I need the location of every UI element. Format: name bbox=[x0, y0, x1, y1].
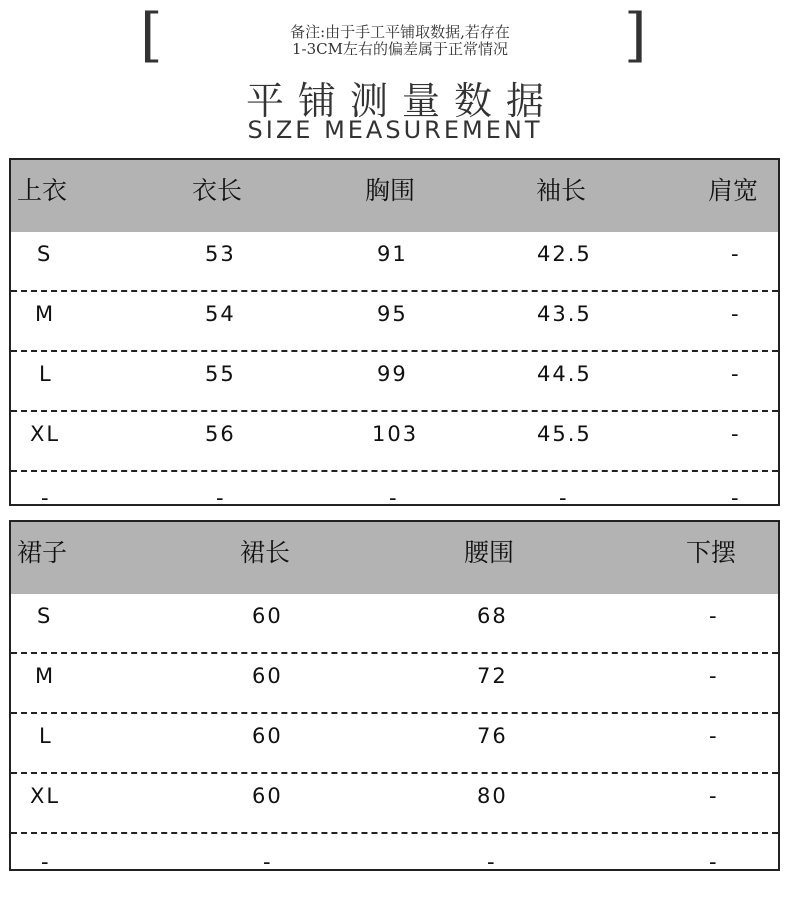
table-row bbox=[11, 594, 778, 654]
table-header bbox=[11, 522, 778, 594]
right-bracket: ] bbox=[624, 1, 647, 69]
top-size-table bbox=[9, 158, 780, 510]
measurement-note bbox=[200, 24, 600, 58]
table-cell: 99 bbox=[377, 362, 408, 386]
table-cell: 60 bbox=[252, 664, 283, 688]
header-cell: 裙子 bbox=[17, 538, 68, 567]
table-row bbox=[11, 834, 778, 894]
table-cell: 54 bbox=[205, 302, 236, 326]
table-cell: - bbox=[389, 486, 399, 510]
table-cell: 80 bbox=[477, 784, 508, 808]
table-cell: - bbox=[731, 242, 741, 266]
table-cell: S bbox=[37, 604, 53, 628]
table-row bbox=[11, 714, 778, 774]
table-row bbox=[11, 654, 778, 714]
table-cell: 55 bbox=[205, 362, 236, 386]
table-cell: - bbox=[559, 486, 569, 510]
table-cell: 60 bbox=[252, 724, 283, 748]
table-cell: 42.5 bbox=[537, 242, 592, 266]
table-cell: - bbox=[731, 302, 741, 326]
table-cell: - bbox=[731, 486, 741, 510]
table-cell: XL bbox=[30, 422, 61, 446]
table-cell: 45.5 bbox=[537, 422, 592, 446]
header-cell: 衣长 bbox=[192, 176, 243, 205]
table-cell: M bbox=[35, 664, 56, 688]
table-row bbox=[11, 352, 778, 412]
table-cell: 53 bbox=[205, 242, 236, 266]
table-cell: M bbox=[35, 302, 56, 326]
table-cell: S bbox=[37, 242, 53, 266]
table-cell: - bbox=[709, 664, 719, 688]
table-cell: - bbox=[709, 724, 719, 748]
table-row bbox=[11, 774, 778, 834]
table-cell: 56 bbox=[205, 422, 236, 446]
header-cell: 上衣 bbox=[17, 176, 68, 205]
table-row bbox=[11, 412, 778, 472]
page-title-chinese: 平铺测量数据 bbox=[245, 79, 558, 123]
table-cell: 95 bbox=[377, 302, 408, 326]
header-cell: 袖长 bbox=[536, 176, 587, 205]
left-bracket: [ bbox=[140, 1, 163, 69]
table-cell: - bbox=[731, 362, 741, 386]
table-cell: 76 bbox=[477, 724, 508, 748]
table-row bbox=[11, 292, 778, 352]
table-cell: 68 bbox=[477, 604, 508, 628]
table-cell: - bbox=[41, 486, 51, 510]
table-cell: 60 bbox=[252, 784, 283, 808]
table-cell: 43.5 bbox=[537, 302, 592, 326]
note-line-2: 1-3CM左右的偏差属于正常情况 bbox=[292, 40, 508, 58]
table-cell: 72 bbox=[477, 664, 508, 688]
table-cell: - bbox=[41, 850, 51, 874]
table-cell: - bbox=[709, 784, 719, 808]
table-cell: - bbox=[263, 850, 273, 874]
table-cell: XL bbox=[30, 784, 61, 808]
note-line-1: 备注:由于手工平铺取数据,若存在 bbox=[290, 23, 510, 41]
table-cell: - bbox=[216, 486, 226, 510]
table-cell: L bbox=[39, 724, 53, 748]
table-cell: 91 bbox=[377, 242, 408, 266]
table-cell: 60 bbox=[252, 604, 283, 628]
table-cell: L bbox=[39, 362, 53, 386]
table-header bbox=[11, 160, 778, 232]
table-cell: - bbox=[709, 604, 719, 628]
table-cell: - bbox=[709, 850, 719, 874]
table-cell: - bbox=[487, 850, 497, 874]
page-title-english: SIZE MEASUREMENT bbox=[247, 116, 543, 144]
table-cell: - bbox=[731, 422, 741, 446]
table-row bbox=[11, 232, 778, 292]
header-cell: 肩宽 bbox=[708, 176, 759, 205]
page-header bbox=[0, 0, 790, 160]
header-cell: 腰围 bbox=[464, 538, 515, 567]
header-cell: 下摆 bbox=[686, 538, 737, 567]
skirt-size-table bbox=[9, 520, 780, 874]
header-cell: 裙长 bbox=[240, 538, 291, 567]
table-cell: 103 bbox=[372, 422, 419, 446]
header-cell: 胸围 bbox=[365, 176, 416, 205]
table-cell: 44.5 bbox=[537, 362, 592, 386]
